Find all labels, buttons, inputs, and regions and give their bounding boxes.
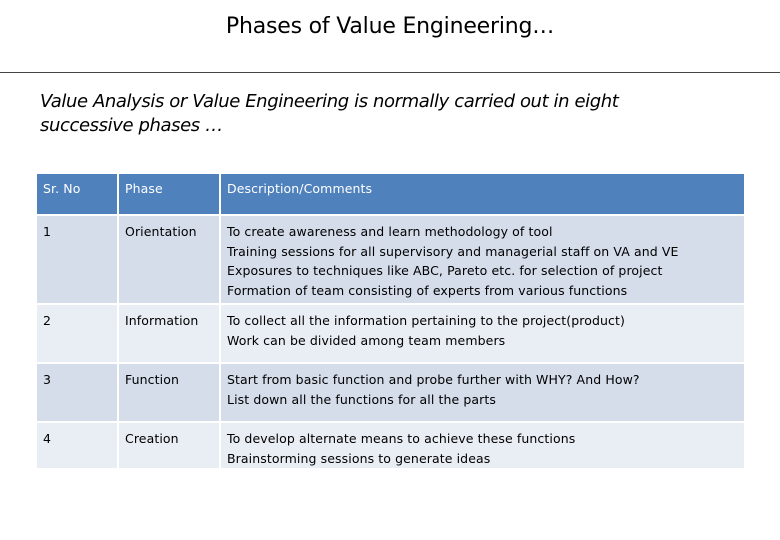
header-description: Description/Comments	[221, 174, 744, 216]
row-description	[221, 364, 744, 423]
row-phase: Creation	[119, 423, 221, 470]
title-divider	[0, 72, 780, 73]
header-phase: Phase	[119, 174, 221, 216]
row-phase: Function	[119, 364, 221, 423]
description-line: To collect all the information pertaining to the project(product)	[227, 313, 625, 328]
table-row	[37, 423, 744, 470]
subtitle-line-2: successive phases …	[40, 115, 223, 136]
table-row	[37, 364, 744, 423]
description-line: List down all the functions for all the parts	[227, 391, 497, 407]
row-description	[221, 423, 744, 470]
description-line: Brainstorming sessions to generate ideas	[227, 450, 491, 466]
table-row	[37, 216, 744, 305]
description-line: Exposures to techniques like ABC, Pareto etc. for selection of project	[227, 263, 663, 278]
description-line: Formation of team consisting of experts from various functions	[227, 282, 628, 298]
table-header-row	[37, 174, 744, 216]
table-row	[37, 305, 744, 364]
description-line: To develop alternate means to achieve these functions	[227, 431, 576, 446]
row-phase: Orientation	[119, 216, 221, 305]
row-sr-no: 1	[37, 216, 119, 305]
row-description	[221, 216, 744, 305]
description-line: Training sessions for all supervisory and managerial staff on VA and VE	[227, 243, 679, 259]
phases-table	[37, 174, 744, 470]
slide-subtitle	[40, 90, 740, 138]
description-line: To create awareness and learn methodology of tool	[227, 224, 553, 239]
row-sr-no: 3	[37, 364, 119, 423]
description-line: Work can be divided among team members	[227, 332, 506, 348]
slide-title: Phases of Value Engineering…	[225, 14, 555, 39]
subtitle-line-1: Value Analysis or Value Engineering is normally carried out in eight	[40, 91, 619, 112]
row-sr-no: 2	[37, 305, 119, 364]
description-line: Start from basic function and probe further with WHY? And How?	[227, 372, 640, 387]
row-phase: Information	[119, 305, 221, 364]
row-description	[221, 305, 744, 364]
header-sr-no: Sr. No	[37, 174, 119, 216]
row-sr-no: 4	[37, 423, 119, 470]
